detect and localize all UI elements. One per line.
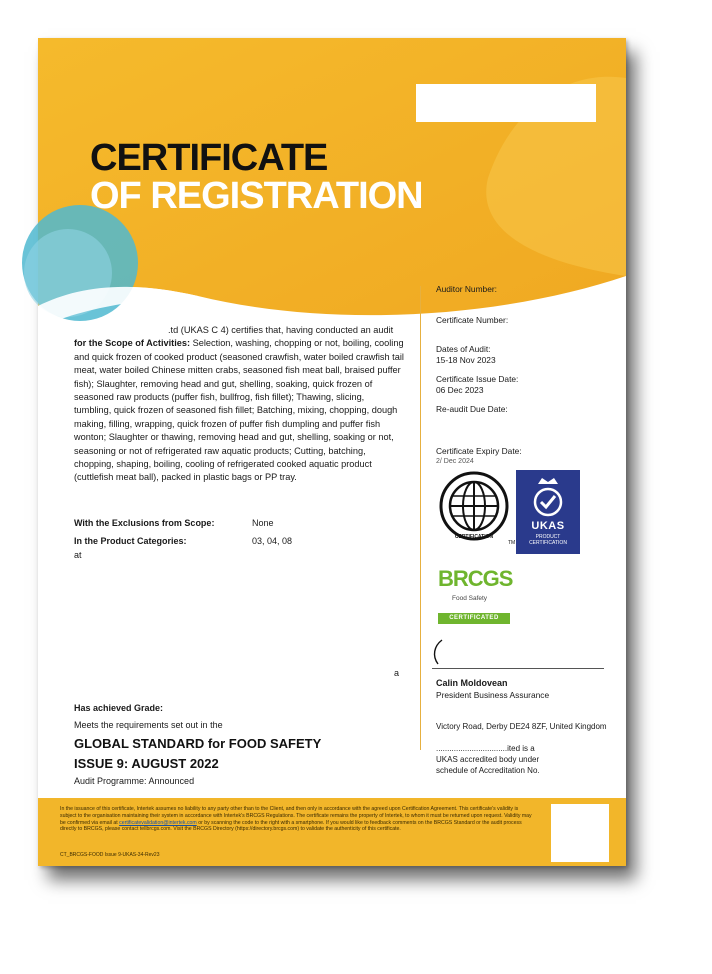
exclusions-label: With the Exclusions from Scope: [74, 518, 215, 528]
signatory-name: Calin Moldovean [436, 678, 508, 688]
categories-value: 03, 04, 08 [252, 536, 293, 546]
scope-paragraph [74, 324, 404, 485]
ukas-logo [516, 470, 580, 554]
signatory-role: President Business Assurance [436, 690, 550, 700]
crown-check-icon [530, 476, 566, 518]
site-at-label: at [74, 550, 82, 560]
certificate-subtitle: OF REGISTRATION [90, 175, 423, 217]
issue-date-label: Certificate Issue Date: [436, 374, 519, 384]
audit-programme: Audit Programme: Announced [74, 776, 195, 786]
validation-email-link[interactable]: certificatevalidation@intertek.com [119, 819, 197, 826]
signatory-address: Victory Road, Derby DE24 8ZF, United Kingdom [436, 722, 607, 731]
footer-text-a: In the issuance of this certificate, Intertek assumes no liability to any party other than to the Client, and then only in accordance with the agreed upon Certification Agreement. This certificate's validity is subject to the organisation maintaining their system in accordance with Intertek's BRCGS Regulations. The certificate remains the property of Intertek, to whom it must be returned upon request. Validity may be confirmed via email at [60, 806, 532, 826]
grade-achieved: Has achieved Grade: [74, 703, 164, 713]
signature-mark [430, 638, 450, 668]
standard-issue: ISSUE 9: AUGUST 2022 [74, 756, 219, 771]
certification-ring-text: CERTIFICATION [454, 534, 494, 540]
footer-text-b: or by scanning the code to the right with a smartphone. If you would like to feedback comments on the BRCGS Standard or the audit process directly to BRCGS, please contact tellbrcgs.com. Visit the BRCGS Directory (https://directory.brcgs.com) to validate the authenticity of this certificate. [60, 819, 522, 833]
audit-dates-value: 15-18 Nov 2023 [436, 355, 496, 365]
signature-line [432, 668, 604, 669]
reaudit-date-label: Re-audit Due Date: [436, 404, 508, 414]
document-code: CT_BRCGS-FOOD Issue 9-UKAS-34-Rev23 [60, 852, 160, 858]
redacted-logo-area [416, 84, 596, 122]
audit-dates-label: Dates of Audit: [436, 344, 491, 354]
globe-certification-icon [438, 470, 514, 546]
footer-disclaimer [60, 806, 534, 833]
ukas-sub-product: PRODUCT [535, 534, 561, 540]
ukas-name: UKAS [531, 520, 565, 532]
column-divider [420, 286, 421, 750]
scope-text: Selection, washing, chopping or not, boiling, cooling and quick frozen of cooked product (seasoned crawfish, water boiled crawfish tail meat, water boiled Chinese mitten crabs, seasoned fish meat ball, braised puffer fish); Slaughter, removing head and gut, shelling, soaking, quick frozen of seasoned raw products (puffer fish, bullfrog, fish fillet); Thawing, slicing, tumbling, quick frozen of seasoned fish fillet; Batching, mixing, chopping, dough making, filling, wrapping, quick frozen of puffer fish dumpling and puffer fish wonton; Slaughter or thawing, removing head and gut, shelling, soaking or not, seasoning or not of refrigerated raw aquatic products; Cutting, batching, chopping, shaping, boiling, cooling of refrigerated cooked aquatic product (cuttlefish meat ball), packed in plastic bags or PP tray. [74, 338, 404, 483]
ukas-statement-2: UKAS accredited body under [436, 755, 540, 764]
expiry-date-value: 2/ Dec 2024 [436, 458, 474, 465]
exclusions-value: None [252, 518, 274, 528]
certification-lead: .td (UKAS C 4) certifies that, having conducted an audit [168, 325, 394, 335]
auditor-number-label: Auditor Number: [436, 284, 497, 294]
grade-meets: Meets the requirements set out in the [74, 720, 223, 730]
certificate-number-label: Certificate Number: [436, 315, 509, 325]
expiry-date-label: Certificate Expiry Date: [436, 446, 522, 456]
stray-text: a [394, 668, 400, 678]
trademark-text: TM [508, 540, 516, 546]
ukas-statement-1: ................................ited is a [436, 744, 535, 753]
brcgs-certificated-bar: CERTIFICATED [438, 613, 510, 624]
scope-label: for the Scope of Activities: [74, 338, 191, 349]
footer-band [38, 798, 626, 866]
issue-date-value: 06 Dec 2023 [436, 385, 484, 395]
categories-label: In the Product Categories: [74, 536, 187, 546]
certificate-page [38, 38, 626, 866]
brcgs-food-safety: Food Safety [452, 595, 488, 602]
ukas-statement-3: schedule of Accreditation No. [436, 766, 540, 775]
standard-name: GLOBAL STANDARD for FOOD SAFETY [74, 736, 322, 751]
qr-code-area[interactable] [551, 804, 609, 862]
brcgs-logo-word: BRCGS [438, 566, 513, 591]
ukas-sub-certification: CERTIFICATION [529, 540, 567, 546]
certificate-title: CERTIFICATE [90, 137, 328, 179]
